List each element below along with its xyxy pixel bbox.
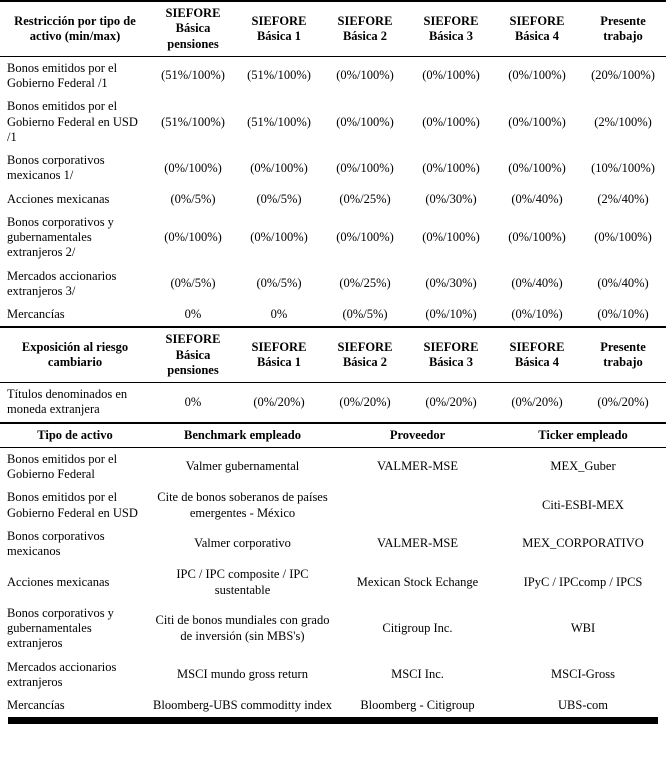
value-cell: (0%/100%): [422, 68, 480, 83]
row-label: Bonos emitidos por el Gobierno Federal en USD /1: [7, 99, 138, 144]
table-row: [0, 602, 666, 656]
value-cell: (0%/100%): [508, 68, 566, 83]
header-cell: SIEFORE Básica 4: [494, 328, 580, 382]
header-cell: Benchmark empleado: [150, 424, 335, 448]
row-label: Bonos corporativos y gubernamentales extranjeros: [7, 605, 114, 651]
benchmark-table: [0, 424, 666, 718]
value-cell: (0%/40%): [511, 276, 563, 291]
table-row: [0, 56, 666, 95]
benchmark-cell: Cite de bonos soberanos de países emergentes - México: [157, 490, 328, 520]
row-label: Títulos denominados en moneda extranjera: [0, 383, 150, 423]
row-label: Mercancías: [0, 303, 150, 327]
benchmark-cell: Valmer gubernamental: [185, 459, 300, 474]
value-cell: (0%/100%): [250, 160, 308, 175]
value-cell: (0%/100%): [250, 230, 308, 244]
table-row: [0, 656, 666, 695]
value-cell: (0%/20%): [322, 383, 408, 423]
header-cell: Presente trabajo: [580, 328, 666, 382]
row-label: Bonos emitidos por el Gobierno Federal: [7, 451, 118, 481]
value-cell: (0%/100%): [336, 160, 394, 175]
ticker-cell: MSCI-Gross: [551, 667, 615, 682]
value-cell: (2%/100%): [594, 114, 652, 129]
ticker-cell: MEX_CORPORATIVO: [522, 536, 644, 551]
row-label: Mercados accionarios extranjeros: [7, 659, 117, 689]
row-label: Acciones mexicanas: [7, 191, 110, 206]
row-label: Bonos corporativos y gubernamentales extranjeros 2/: [7, 214, 114, 260]
header-cell: SIEFORE Básica 3: [408, 1, 494, 56]
provider-cell: VALMER-MSE: [376, 459, 459, 474]
ticker-cell: WBI: [570, 621, 596, 635]
value-cell: (0%/25%): [339, 276, 391, 291]
value-cell: (51%/100%): [161, 114, 225, 129]
provider-cell: MSCI Inc.: [391, 667, 444, 682]
ticker-cell: Citi-ESBI-MEX: [542, 497, 624, 512]
table-row: [0, 486, 666, 525]
value-cell: (0%/40%): [597, 276, 649, 291]
value-cell: (0%/100%): [164, 160, 222, 175]
value-cell: (0%/5%): [322, 303, 408, 327]
value-cell: (20%/100%): [591, 68, 655, 83]
provider-cell: Mexican Stock Echange: [356, 574, 479, 589]
header-cell: SIEFORE Básica 3: [408, 328, 494, 382]
table-row: [0, 265, 666, 304]
fx-exposure-table: [0, 328, 666, 423]
table-row: [0, 211, 666, 265]
value-cell: 0%: [150, 303, 236, 327]
table-row: [0, 149, 666, 188]
value-cell: (0%/20%): [236, 383, 322, 423]
header-cell: Restricción por tipo de activo (min/max): [0, 1, 150, 56]
ticker-cell: MEX_Guber: [550, 459, 616, 474]
value-cell: (0%/100%): [508, 230, 566, 244]
value-cell: (51%/100%): [247, 68, 311, 83]
value-cell: (0%/10%): [408, 303, 494, 327]
benchmark-cell: Valmer corporativo: [194, 536, 291, 551]
value-cell: (0%/100%): [508, 114, 566, 129]
ticker-cell: UBS-com: [558, 698, 608, 712]
header-cell: Exposición al riesgo cambiario: [0, 328, 150, 382]
table-row: [0, 383, 666, 423]
value-cell: (10%/100%): [591, 160, 655, 175]
provider-cell: VALMER-MSE: [376, 536, 459, 551]
row-label: Mercados accionarios extranjeros 3/: [7, 268, 117, 298]
benchmark-header-row: [0, 424, 666, 448]
value-cell: 0%: [236, 303, 322, 327]
row-label: Bonos corporativos mexicanos: [7, 528, 105, 558]
table-row: [0, 525, 666, 564]
header-cell: SIEFORE Básica 2: [322, 328, 408, 382]
benchmark-cell: MSCI mundo gross return: [177, 667, 308, 682]
header-cell: SIEFORE Básica 2: [322, 1, 408, 56]
value-cell: (0%/25%): [339, 191, 391, 206]
benchmark-cell: Bloomberg-UBS commoditty index: [153, 698, 332, 712]
value-cell: (0%/100%): [422, 230, 480, 244]
restriction-header-row: [0, 1, 666, 56]
table-row: [0, 188, 666, 211]
table-row: [0, 694, 666, 717]
header-cell: Presente trabajo: [580, 1, 666, 56]
value-cell: (0%/30%): [425, 276, 477, 291]
value-cell: (0%/100%): [164, 230, 222, 244]
header-cell: Ticker empleado: [500, 424, 666, 448]
value-cell: (0%/30%): [425, 191, 477, 206]
table-row: [0, 447, 666, 486]
value-cell: (0%/20%): [494, 383, 580, 423]
value-cell: 0%: [150, 383, 236, 423]
value-cell: (51%/100%): [161, 68, 225, 83]
row-label: Acciones mexicanas: [7, 574, 110, 589]
value-cell: (0%/5%): [256, 191, 302, 206]
value-cell: (0%/10%): [494, 303, 580, 327]
restriction-table: [0, 0, 666, 328]
fx-header-row: [0, 328, 666, 382]
header-cell: SIEFORE Básica 1: [236, 328, 322, 382]
header-cell: Tipo de activo: [0, 424, 150, 448]
row-label: Mercancías: [7, 698, 65, 712]
value-cell: (0%/5%): [170, 276, 216, 291]
benchmark-cell: Citi de bonos mundiales con grado de inversión (sin MBS's): [155, 613, 330, 643]
value-cell: (0%/100%): [336, 114, 394, 129]
value-cell: (0%/10%): [580, 303, 666, 327]
value-cell: (0%/100%): [594, 230, 652, 244]
row-label: Bonos emitidos por el Gobierno Federal /1: [7, 60, 118, 90]
value-cell: (0%/40%): [511, 191, 563, 206]
value-cell: (0%/5%): [170, 191, 216, 206]
value-cell: (0%/20%): [408, 383, 494, 423]
value-cell: (0%/20%): [580, 383, 666, 423]
ticker-cell: IPyC / IPCcomp / IPCS: [523, 574, 643, 589]
provider-cell: Citigroup Inc.: [382, 621, 453, 635]
header-cell: Proveedor: [335, 424, 500, 448]
row-label: Bonos emitidos por el Gobierno Federal en USD: [7, 490, 138, 520]
row-label: Bonos corporativos mexicanos 1/: [7, 153, 105, 183]
provider-cell: [335, 486, 500, 525]
benchmark-cell: IPC / IPC composite / IPC sustentable: [176, 567, 309, 597]
value-cell: (0%/100%): [422, 114, 480, 129]
table-row: [0, 95, 666, 149]
value-cell: (0%/5%): [256, 276, 302, 291]
table-row: [0, 303, 666, 327]
value-cell: (0%/100%): [336, 230, 394, 244]
value-cell: (0%/100%): [508, 160, 566, 175]
header-cell: SIEFORE Básica 1: [236, 1, 322, 56]
bottom-rule: [8, 717, 658, 724]
value-cell: (0%/100%): [422, 160, 480, 175]
header-cell: SIEFORE Básica 4: [494, 1, 580, 56]
header-cell: SIEFORE Básica pensiones: [150, 1, 236, 56]
value-cell: (0%/100%): [336, 68, 394, 83]
header-cell: SIEFORE Básica pensiones: [150, 328, 236, 382]
provider-cell: Bloomberg - Citigroup: [360, 698, 475, 712]
table-row: [0, 563, 666, 602]
value-cell: (2%/40%): [597, 191, 649, 206]
value-cell: (51%/100%): [247, 114, 311, 129]
